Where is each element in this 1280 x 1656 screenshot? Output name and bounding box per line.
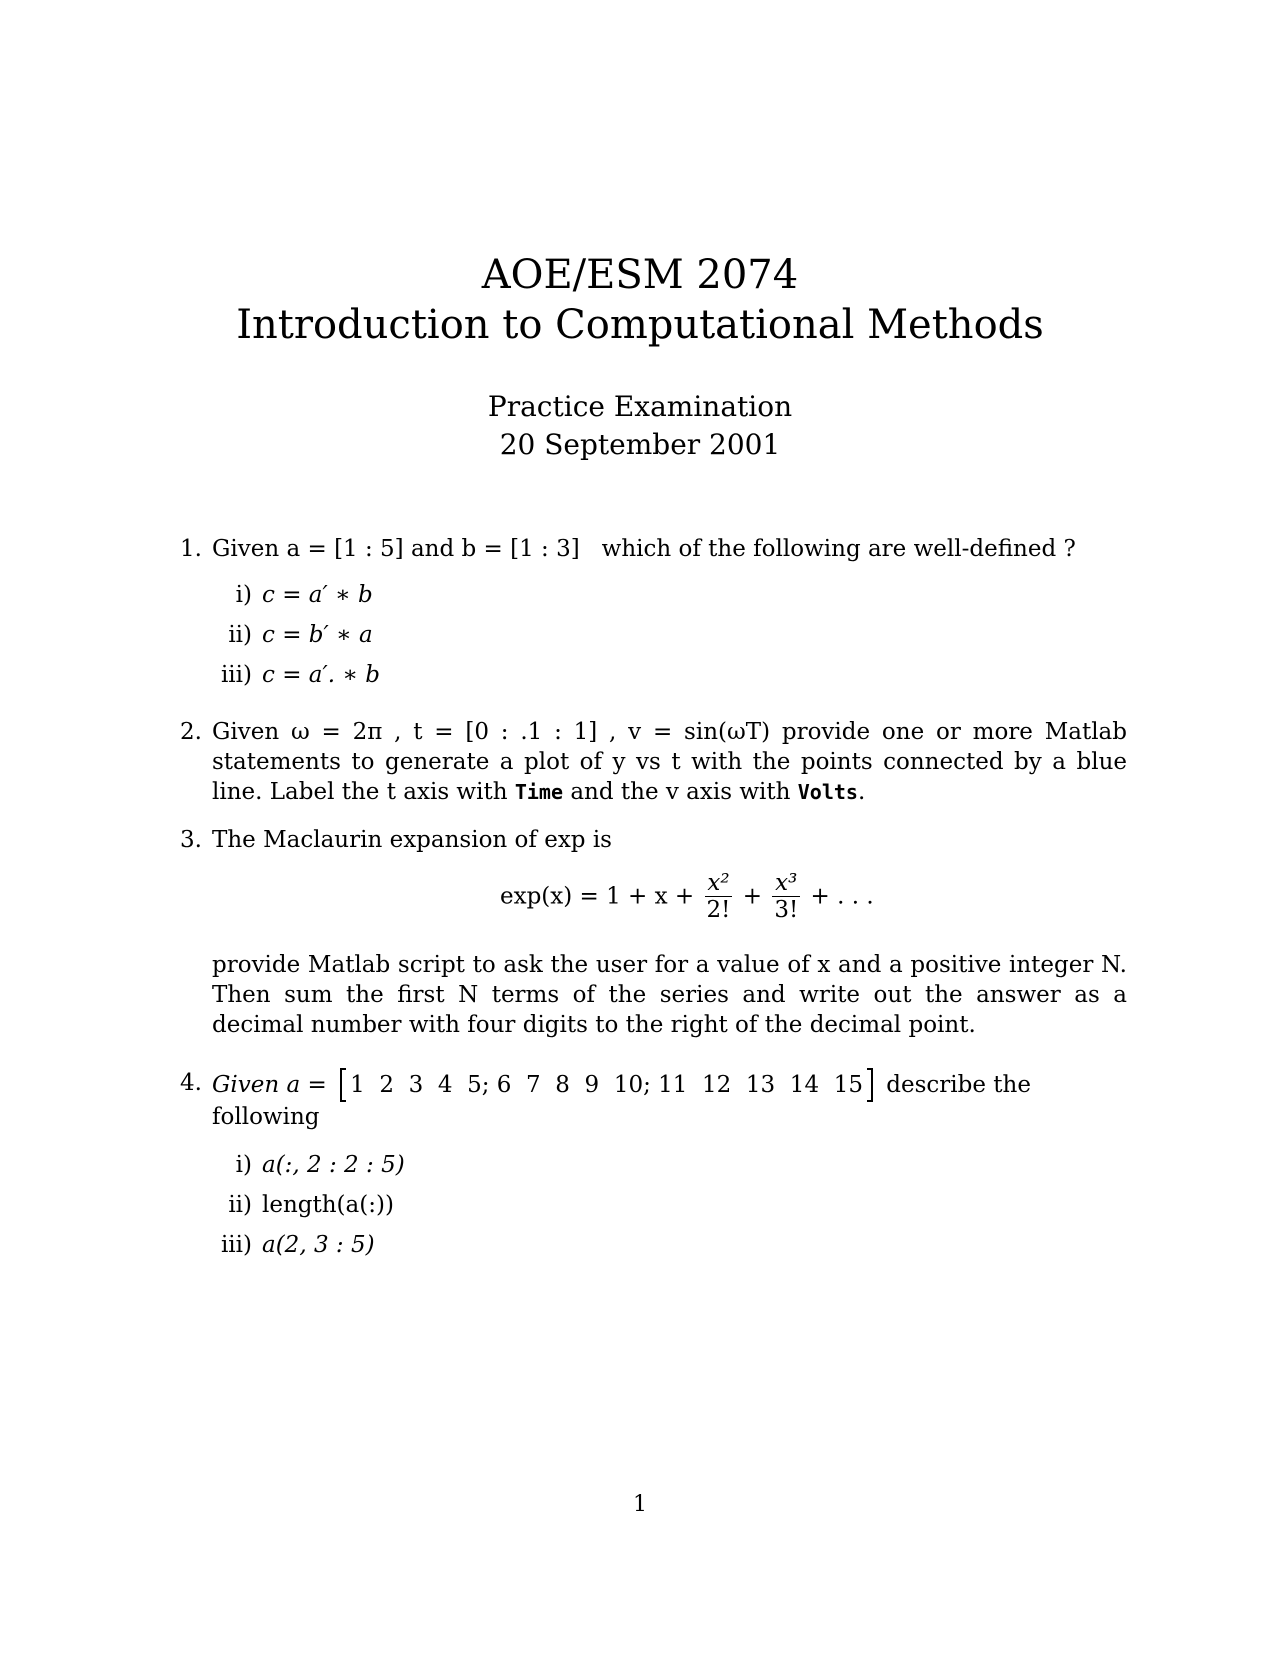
- question-2-text-a: Given ω = 2π , t = [0 : .1 : 1] , v = sin(ωT) provide one or more Matlab statements to generate a plot of y vs t with the points connected by a blue line. Label the t axis with: [212, 719, 1127, 805]
- item-label: ii): [228, 622, 252, 648]
- item-expression: c = a′. ∗ b: [262, 662, 380, 688]
- equation-tail: + . . .: [810, 883, 874, 910]
- question-4-item-ii: [210, 1190, 394, 1220]
- fraction-denominator: 2!: [706, 897, 731, 923]
- question-1-number: 1.: [180, 536, 202, 562]
- equation-lhs: exp(x) = 1 + x +: [500, 883, 695, 910]
- title-block: [0, 250, 1280, 350]
- code-time-label: Time: [514, 780, 564, 804]
- question-3-body: provide Matlab script to ask the user for a value of x and a positive integer N. Then sum the first N terms of the series and write out the answer as a decimal number with four digits to the right of the decimal point.: [212, 952, 1127, 1038]
- question-4-text: [212, 1068, 1127, 1132]
- course-title: Introduction to Computational Methods: [236, 302, 1044, 348]
- question-3-number: 3.: [180, 827, 202, 853]
- question-1-item-ii: [210, 620, 373, 650]
- fraction-numerator: x²: [705, 870, 733, 897]
- item-expression: a(2, 3 : 5): [262, 1232, 375, 1258]
- fraction-x2-over-2fact: [705, 870, 733, 923]
- question-4-text-b: describe the following: [212, 1072, 1031, 1130]
- equation-plus: +: [742, 883, 762, 910]
- fraction-x3-over-3fact: [772, 870, 800, 923]
- page-number: 1: [633, 1492, 647, 1517]
- exam-date: 20 September 2001: [499, 428, 781, 461]
- matrix-a: 1 2 3 4 5; 6 7 8 9 10; 11 12 13 14 15: [340, 1068, 873, 1102]
- item-label: iii): [220, 1232, 252, 1258]
- question-1-item-iii: [210, 660, 380, 690]
- question-4-text-a: Given a =: [212, 1072, 327, 1098]
- question-1-text: Given a = [1 : 5] and b = [1 : 3] which of the following are well-defined ?: [212, 536, 1076, 562]
- fraction-numerator: x³: [772, 870, 800, 897]
- item-label: iii): [220, 662, 252, 688]
- code-volts-label: Volts: [797, 780, 858, 804]
- question-4-item-iii: [210, 1230, 375, 1260]
- maclaurin-equation: [500, 870, 874, 923]
- question-2-number: 2.: [180, 719, 202, 745]
- item-expression: a(:, 2 : 2 : 5): [262, 1152, 405, 1178]
- question-4-number: 4.: [180, 1070, 202, 1096]
- fraction-denominator: 3!: [774, 897, 799, 923]
- item-label: i): [235, 582, 252, 608]
- item-expression: c = b′ ∗ a: [262, 622, 373, 648]
- course-code: AOE/ESM 2074: [481, 252, 799, 298]
- question-4-item-i: [210, 1150, 405, 1180]
- question-2-text: [212, 717, 1127, 807]
- subtitle-block: [0, 388, 1280, 464]
- item-expression: c = a′ ∗ b: [262, 582, 373, 608]
- question-2-text-c: .: [857, 779, 866, 805]
- item-label: i): [235, 1152, 252, 1178]
- question-2-text-b: and the v axis with: [570, 779, 791, 805]
- question-1-item-i: [210, 580, 373, 610]
- question-3-intro: The Maclaurin expansion of exp is: [212, 827, 612, 853]
- exam-name: Practice Examination: [487, 390, 793, 423]
- item-expression: length(a(:)): [262, 1192, 394, 1218]
- item-label: ii): [228, 1192, 252, 1218]
